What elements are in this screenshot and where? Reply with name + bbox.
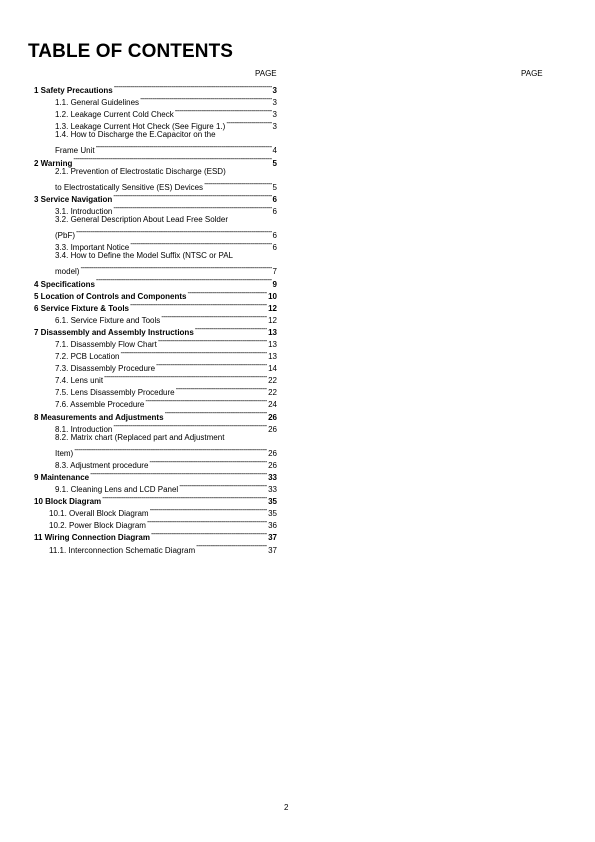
dot-leader [226,117,271,129]
toc-entry-page: 22 [268,388,277,398]
toc-entry-page: 26 [268,448,277,458]
toc-entry[interactable] [34,504,277,519]
dot-leader [179,480,267,492]
toc-entry-continuation: to Electrostatically Sensitive (ES) Devices [55,182,204,192]
toc-entry-page: 36 [268,521,277,531]
toc-entry-page: 10 [268,291,277,301]
toc-entry-continuation: Item) [55,448,74,458]
toc-entry-text: 2 Warning [34,158,73,168]
toc-entry-text: 10.1. Overall Block Diagram [49,509,149,519]
toc-section[interactable] [34,468,277,480]
dot-leader [76,226,272,238]
toc-entry-page: 9 [272,279,277,289]
toc-section[interactable] [34,408,277,420]
toc-entry-page: 7 [272,267,277,277]
toc-entry-text: 7.3. Disassembly Procedure [55,364,156,374]
toc-entry-text: 6 Service Fixture & Tools [34,303,129,313]
toc-entry-page: 4 [272,146,277,156]
dot-leader [151,528,267,540]
dot-leader [73,154,271,166]
toc-entry-page: 26 [268,460,277,470]
toc-entry[interactable] [34,347,277,362]
dot-leader [196,541,267,553]
toc-entry[interactable] [34,359,277,374]
toc-entry-continuation: (PbF) [55,231,75,241]
toc-entry[interactable] [34,117,277,132]
dot-leader [165,408,268,420]
toc-section[interactable] [34,299,277,311]
dot-leader [140,93,271,105]
toc-entry-page: 12 [268,303,277,313]
toc-entry-page: 37 [268,545,277,555]
toc-entry-page: 3 [272,110,277,120]
toc-entry[interactable] [34,371,277,386]
toc-entry-page: 3 [272,98,277,108]
toc-entry-text: 3.4. How to Define the Model Suffix (NTSC or PAL [55,251,234,261]
toc-entry-text: 9 Maintenance [34,473,90,482]
toc-entry-text: 7.5. Lens Disassembly Procedure [55,388,175,398]
toc-entry-page: 22 [268,376,277,386]
toc-entry-page: 33 [268,485,277,495]
dot-leader [90,468,267,480]
dot-leader [80,262,271,274]
toc-entry[interactable] [34,178,277,190]
dot-leader [130,238,271,250]
dot-leader [130,299,267,311]
toc-entry-text: 8.1. Introduction [55,424,113,434]
dot-leader [114,81,272,93]
toc-entry-text: 8.3. Adjustment procedure [55,460,149,470]
toc-entry[interactable] [34,226,277,241]
toc-entry-text: 7.4. Lens unit [55,376,104,386]
toc-entry[interactable] [34,311,277,323]
toc-entry-page: 33 [268,473,277,482]
toc-entry-text: 11 Wiring Connection Diagram [34,533,150,543]
dot-leader [175,105,272,117]
toc-entry-text: 8 Measurements and Adjustments [34,412,164,422]
dot-leader [113,190,271,202]
footer-page-number: 2 [284,803,289,812]
dot-leader [156,359,267,371]
toc-entry-page: 6 [272,231,277,241]
toc-entry-page: 26 [268,424,277,434]
dot-leader [96,141,272,153]
toc-entry-continuation: model) [55,267,80,277]
dot-leader [187,287,267,299]
dot-leader [102,492,267,504]
dot-leader [145,395,267,407]
toc-entry-text: 1 Safety Precautions [34,86,113,95]
toc-entry[interactable] [34,262,277,277]
toc-entry-text: 7 Disassembly and Assembly Instructions [34,327,194,337]
toc-entry-text: 10.2. Power Block Diagram [49,521,146,531]
toc-entry-text: 3.1. Introduction [55,206,113,216]
toc-entry[interactable] [34,105,277,120]
toc-section[interactable] [34,81,277,93]
toc-entry-text: 7.2. PCB Location [55,352,120,362]
toc-entry[interactable] [34,383,277,398]
dot-leader [150,504,268,516]
table-of-contents [34,81,277,553]
toc-entry-text: 8.2. Matrix chart (Replaced part and Adjustment [55,432,225,442]
toc-entry-text: 1.1. General Guidelines [55,98,140,108]
dot-leader [104,371,267,383]
dot-leader [149,456,267,468]
dot-leader [74,444,267,456]
toc-entry[interactable] [34,516,277,531]
toc-entry-page: 12 [268,315,277,325]
dot-leader [96,275,272,287]
toc-section[interactable] [34,287,277,299]
toc-entry-page: 24 [268,400,277,410]
dot-leader [147,516,267,528]
toc-entry[interactable] [34,480,277,495]
toc-section[interactable] [34,492,277,507]
toc-entry-text: 9.1. Cleaning Lens and LCD Panel [55,485,179,495]
toc-entry-page: 35 [268,509,277,519]
toc-entry[interactable] [34,335,277,347]
toc-section[interactable] [34,190,277,202]
toc-section[interactable] [34,528,277,543]
page-title: TABLE OF CONTENTS [28,41,234,62]
dot-leader [113,202,271,214]
toc-section[interactable] [34,275,277,287]
toc-entry-page: 13 [268,327,277,337]
toc-entry-continuation: Frame Unit [55,146,95,156]
dot-leader [158,335,267,347]
toc-entry-text: 3.2. General Description About Lead Free Solder [55,215,228,225]
toc-entry-text: 7.6. Assemble Procedure [55,400,145,410]
toc-entry-page: 3 [272,86,277,95]
dot-leader [204,178,271,190]
toc-entry[interactable] [34,238,277,253]
toc-entry-text: 10 Block Diagram [34,497,102,507]
toc-entry-page: 13 [268,352,277,362]
toc-entry-page: 26 [268,412,277,422]
toc-entry[interactable] [34,541,277,553]
toc-entry-page: 6 [272,194,277,204]
toc-section[interactable] [34,154,277,166]
dot-leader [113,420,267,432]
toc-entry-page: 37 [268,533,277,543]
dot-leader [161,311,267,323]
toc-entry-text: 5 Location of Controls and Components [34,291,187,301]
toc-entry-page: 5 [272,158,277,168]
page-column-header: PAGE [255,69,277,78]
toc-entry-text: 1.3. Leakage Current Hot Check (See Figure 1.) [55,122,226,132]
toc-entry[interactable] [34,395,277,410]
toc-entry[interactable] [34,420,277,432]
toc-entry-text: 3.3. Important Notice [55,243,130,253]
toc-section[interactable] [34,323,277,335]
page-column-header-right: PAGE [521,69,543,78]
toc-entry[interactable] [34,444,277,456]
toc-entry-text: 3 Service Navigation [34,194,113,204]
toc-entry-text: 4 Specifications [34,279,95,289]
toc-entry-page: 5 [272,182,277,192]
dot-leader [195,323,267,335]
toc-entry-page: 6 [272,206,277,216]
toc-entry[interactable] [34,456,277,468]
toc-entry[interactable] [34,202,277,214]
toc-entry-page: 14 [268,364,277,374]
toc-entry-page: 3 [272,122,277,132]
toc-entry-text: 1.2. Leakage Current Cold Check [55,110,174,120]
dot-leader [176,383,267,395]
toc-entry-text: 7.1. Disassembly Flow Chart [55,339,157,349]
toc-entry-page: 13 [268,339,277,349]
dot-leader [120,347,267,359]
toc-entry[interactable] [34,141,277,156]
toc-entry[interactable] [34,93,277,108]
toc-entry-text: 6.1. Service Fixture and Tools [55,315,161,325]
toc-entry-text: 2.1. Prevention of Electrostatic Discharge (ESD) [55,166,226,176]
toc-entry-text: 1.4. How to Discharge the E.Capacitor on the [55,130,216,140]
toc-entry-page: 35 [268,497,277,507]
toc-entry-page: 6 [272,243,277,253]
toc-entry-text: 11.1. Interconnection Schematic Diagram [49,545,196,555]
